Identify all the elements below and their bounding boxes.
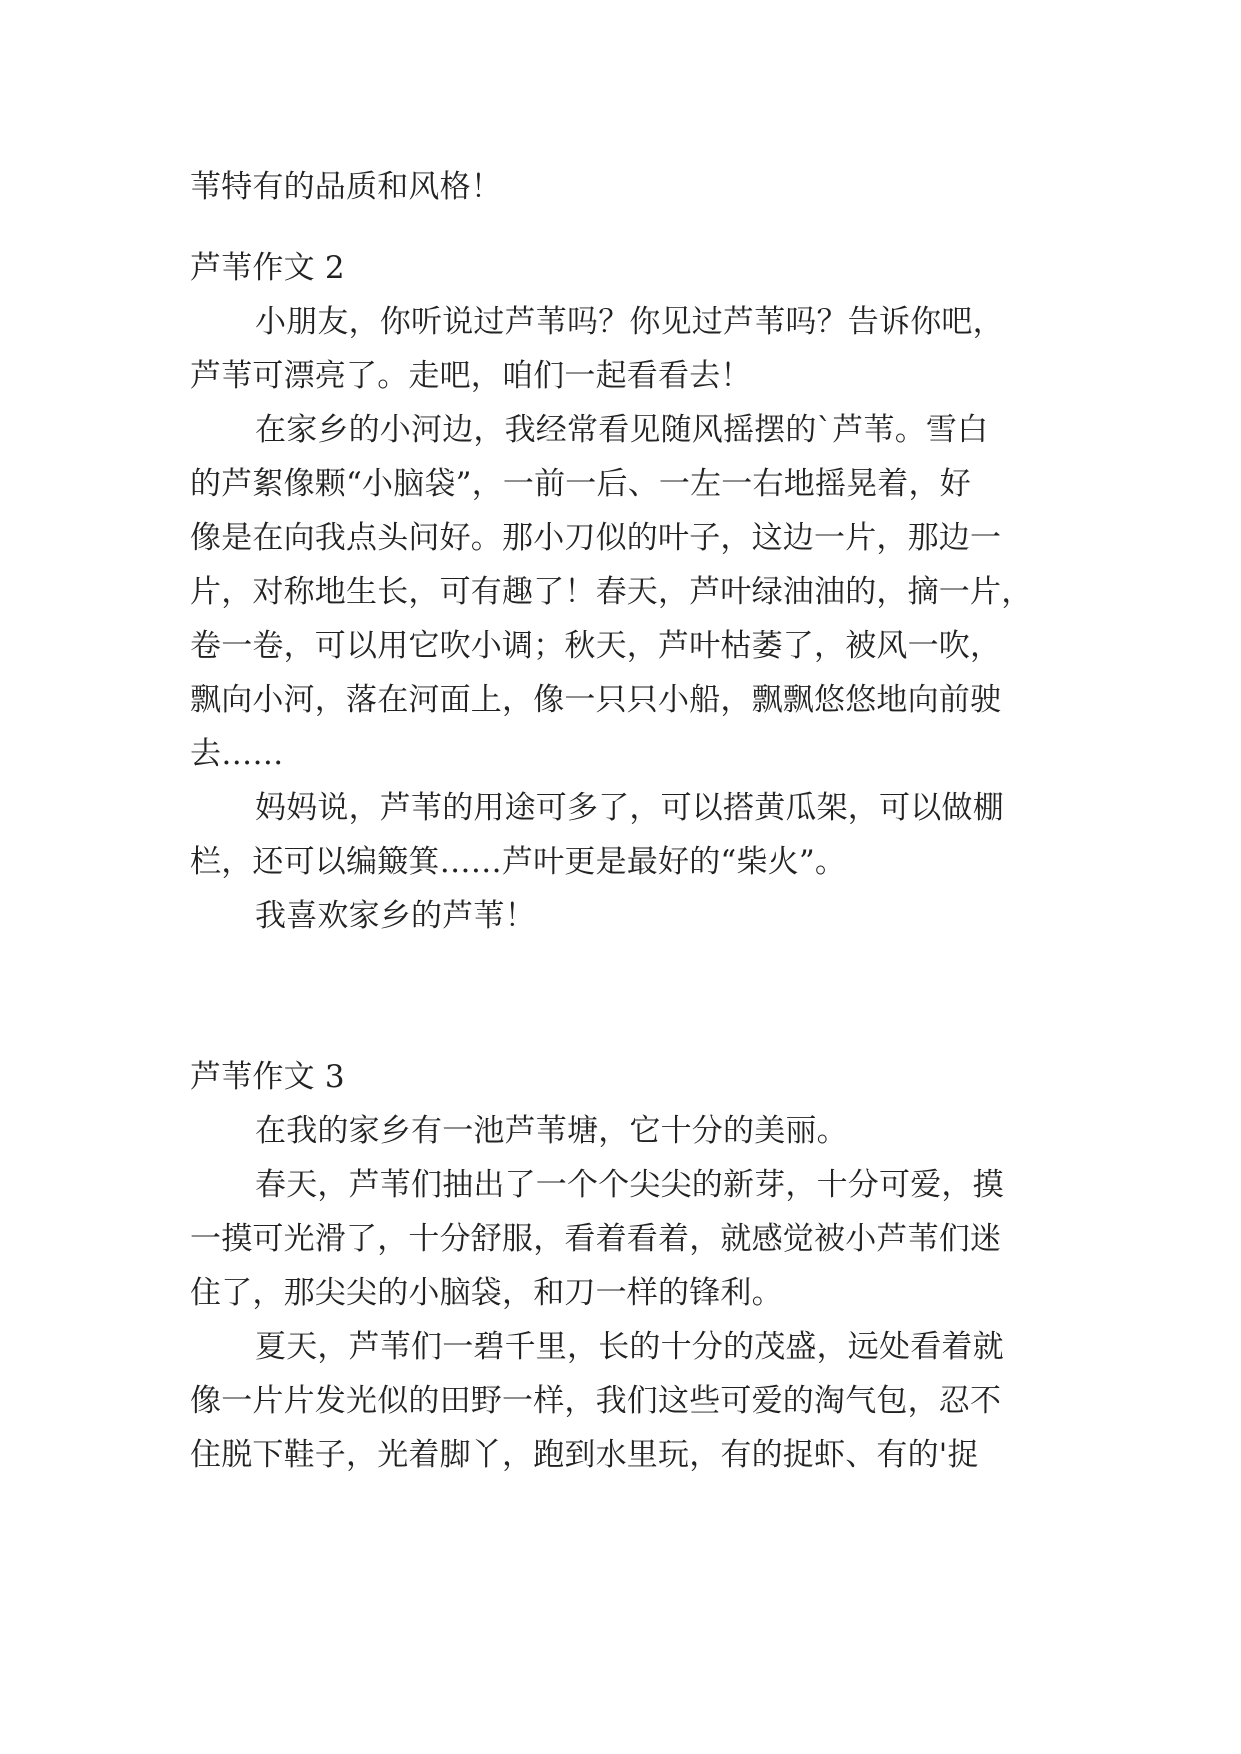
essay-2-line: 像是在向我点头问好。那小刀似的叶子，这边一片，那边一 [190, 520, 1002, 556]
continuation-text: 苇特有的品质和风格！ [190, 169, 502, 205]
essay-2-line: 小朋友，你听说过芦苇吗？你见过芦苇吗？告诉你吧， [255, 304, 1004, 340]
essay-3-line: 春天，芦苇们抽出了一个个尖尖的新芽，十分可爱，摸 [255, 1167, 1004, 1203]
essay-3-line: 住脱下鞋子，光着脚丫，跑到水里玩，有的捉虾、有的'捉 [190, 1437, 979, 1473]
essay-3-line: 夏天，芦苇们一碧千里，长的十分的茂盛，远处看着就 [255, 1329, 1004, 1365]
essay-2-line: 飘向小河，落在河面上，像一只只小船，飘飘悠悠地向前驶 [190, 682, 1002, 718]
essay-3-line: 一摸可光滑了，十分舒服，看着看着，就感觉被小芦苇们迷 [190, 1221, 1002, 1257]
essay-3-line: 在我的家乡有一池芦苇塘，它十分的美丽。 [255, 1113, 848, 1149]
essay-2-line: 我喜欢家乡的芦苇！ [255, 898, 536, 934]
essay-2-line: 妈妈说，芦苇的用途可多了，可以搭黄瓜架，可以做棚 [255, 790, 1004, 826]
essay-2-line: 栏，还可以编簸箕……芦叶更是最好的“柴火”。 [190, 844, 847, 880]
essay-2-line: 卷一卷，可以用它吹小调；秋天，芦叶枯萎了，被风一吹， [190, 628, 1002, 664]
essay-2-heading: 芦苇作文 2 [190, 250, 345, 286]
essay-3-heading: 芦苇作文 3 [190, 1059, 345, 1095]
essay-2-line: 片，对称地生长，可有趣了！春天，芦叶绿油油的，摘一片， [190, 574, 1033, 610]
essay-2-line: 芦苇可漂亮了。走吧，咱们一起看看去！ [190, 358, 752, 394]
essay-2-line: 在家乡的小河边，我经常看见随风摇摆的`芦苇。雪白 [255, 412, 989, 448]
essay-2-line: 的芦絮像颗“小脑袋”，一前一后、一左一右地摇晃着，好 [190, 466, 971, 502]
essay-3-line: 住了，那尖尖的小脑袋，和刀一样的锋利。 [190, 1275, 783, 1311]
essay-3-line: 像一片片发光似的田野一样，我们这些可爱的淘气包，忍不 [190, 1383, 1002, 1419]
essay-2-line: 去…… [190, 736, 284, 772]
